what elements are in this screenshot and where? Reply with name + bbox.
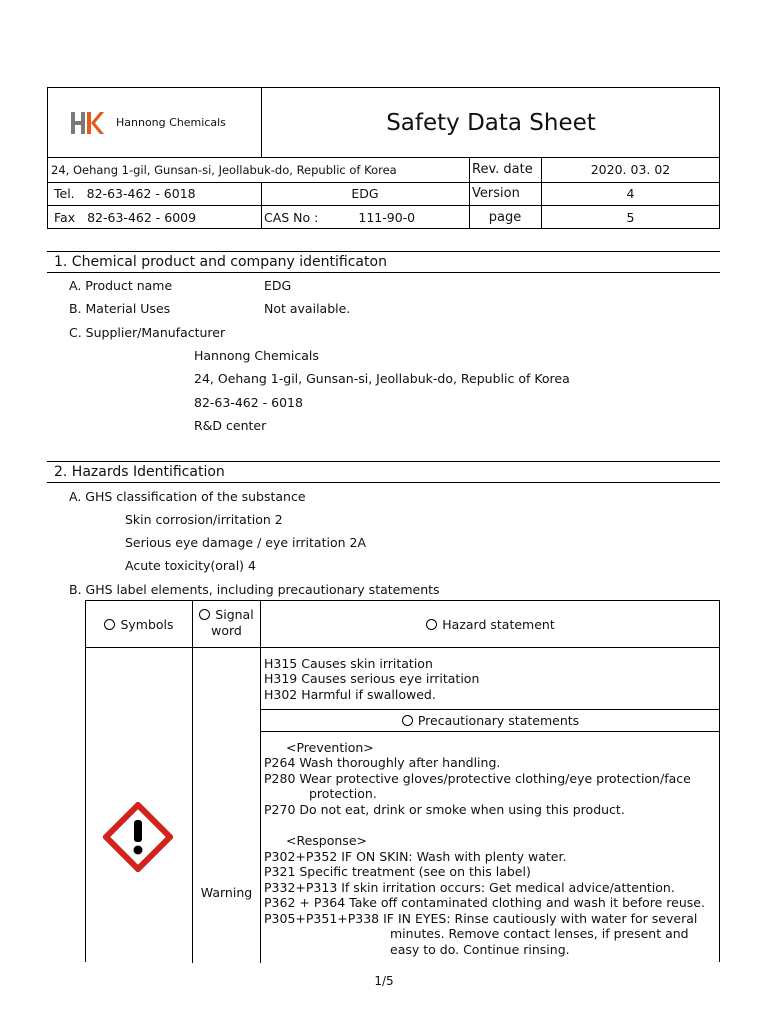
hazard-statement-line: H319 Causes serious eye irritation bbox=[264, 671, 480, 686]
supplier-address: 24, Oehang 1-gil, Gunsan-si, Jeollabuk-do, Republic of Korea bbox=[194, 371, 570, 386]
page-indicator: 1/5 bbox=[374, 974, 394, 988]
supplier-name: Hannong Chemicals bbox=[194, 348, 319, 363]
response-heading: <Response> bbox=[286, 833, 367, 848]
product-name-label: A. Product name bbox=[69, 278, 173, 293]
precaution-line: P280 Wear protective gloves/protective clothing/eye protection/face bbox=[264, 771, 691, 786]
material-uses-label: B. Material Uses bbox=[69, 301, 171, 316]
precautionary-header-label: Precautionary statements bbox=[417, 713, 580, 728]
symbols-header bbox=[86, 601, 192, 647]
precaution-line: protection. bbox=[309, 786, 377, 801]
hazard-statement-line: H302 Harmful if swallowed. bbox=[264, 687, 436, 702]
product-code: EDG bbox=[351, 186, 379, 201]
circle-bullet-icon bbox=[199, 609, 210, 620]
hazard-header-label: Hazard statement bbox=[442, 616, 555, 632]
precaution-line: P332+P313 If skin irritation occurs: Get medical advice/attention. bbox=[264, 880, 675, 895]
precaution-line: minutes. Remove contact lenses, if present and bbox=[390, 926, 689, 941]
hk-logo-icon bbox=[70, 110, 104, 136]
section-1-title: 1. Chemical product and company identificaton bbox=[54, 254, 387, 270]
precaution-line: P270 Do not eat, drink or smoke when using this product. bbox=[264, 802, 625, 817]
section-1-heading bbox=[47, 251, 720, 273]
ghs-exclamation-mark-icon bbox=[103, 802, 173, 872]
classification-item: Serious eye damage / eye irritation 2A bbox=[125, 535, 366, 550]
classification-item: Skin corrosion/irritation 2 bbox=[125, 512, 283, 527]
section-2-heading bbox=[47, 461, 720, 483]
material-uses-value: Not available. bbox=[264, 301, 351, 316]
company-address: 24, Oehang 1-gil, Gunsan-si, Jeollabuk-do, Republic of Korea bbox=[51, 162, 397, 177]
tel-label: Tel. bbox=[54, 186, 75, 201]
precaution-line: P362 + P364 Take off contaminated clothing and wash it before reuse. bbox=[264, 895, 705, 910]
precaution-line: P305+P351+P338 IF IN EYES: Rinse cautiously with water for several bbox=[264, 911, 698, 926]
document-title: Safety Data Sheet bbox=[386, 109, 596, 136]
rev-date-value: 2020. 03. 02 bbox=[590, 162, 671, 177]
circle-bullet-icon bbox=[402, 715, 413, 726]
supplier-label: C. Supplier/Manufacturer bbox=[69, 325, 226, 340]
hazard-statement-header bbox=[261, 601, 720, 647]
fax-value: 82-63-462 - 6009 bbox=[87, 209, 197, 225]
ghs-label-elements-label: B. GHS label elements, including precautionary statements bbox=[69, 582, 440, 597]
hazard-statement-line: H315 Causes skin irritation bbox=[264, 656, 433, 671]
version-label: Version bbox=[472, 186, 520, 201]
precautionary-header bbox=[261, 710, 720, 731]
signal-word-header bbox=[193, 607, 260, 639]
symbols-header-label: Symbols bbox=[120, 616, 174, 632]
page-count-value: 5 bbox=[626, 209, 635, 225]
precaution-line: easy to do. Continue rinsing. bbox=[390, 942, 570, 957]
classification-item: Acute toxicity(oral) 4 bbox=[125, 558, 256, 573]
page-label: page bbox=[488, 209, 522, 225]
circle-bullet-icon bbox=[104, 619, 115, 630]
fax-label: Fax bbox=[54, 209, 76, 225]
cas-value: 111-90-0 bbox=[358, 209, 416, 225]
precaution-line: P302+P352 IF ON SKIN: Wash with plenty water. bbox=[264, 849, 567, 864]
cas-label: CAS No : bbox=[264, 209, 319, 225]
signal-word-value: Warning bbox=[200, 885, 253, 900]
precaution-line: P321 Specific treatment (see on this label) bbox=[264, 864, 531, 879]
company-name: Hannong Chemicals bbox=[116, 116, 226, 129]
circle-bullet-icon bbox=[426, 619, 437, 630]
precaution-line: P264 Wash thoroughly after handling. bbox=[264, 755, 501, 770]
signal-header-label: Signal bbox=[215, 607, 254, 622]
supplier-department: R&D center bbox=[194, 418, 267, 433]
version-value: 4 bbox=[626, 186, 635, 201]
company-logo-block bbox=[48, 88, 261, 157]
ghs-classification-label: A. GHS classification of the substance bbox=[69, 489, 306, 504]
sds-header-table bbox=[47, 87, 720, 229]
rev-date-label: Rev. date bbox=[472, 162, 533, 177]
supplier-phone: 82-63-462 - 6018 bbox=[194, 395, 303, 410]
prevention-heading: <Prevention> bbox=[286, 740, 374, 755]
signal-header-label-2: word bbox=[211, 623, 242, 638]
product-name-value: EDG bbox=[264, 278, 292, 293]
tel-value: 82-63-462 - 6018 bbox=[86, 186, 196, 201]
section-2-title: 2. Hazards Identification bbox=[54, 464, 225, 480]
ghs-label-table bbox=[85, 600, 720, 962]
